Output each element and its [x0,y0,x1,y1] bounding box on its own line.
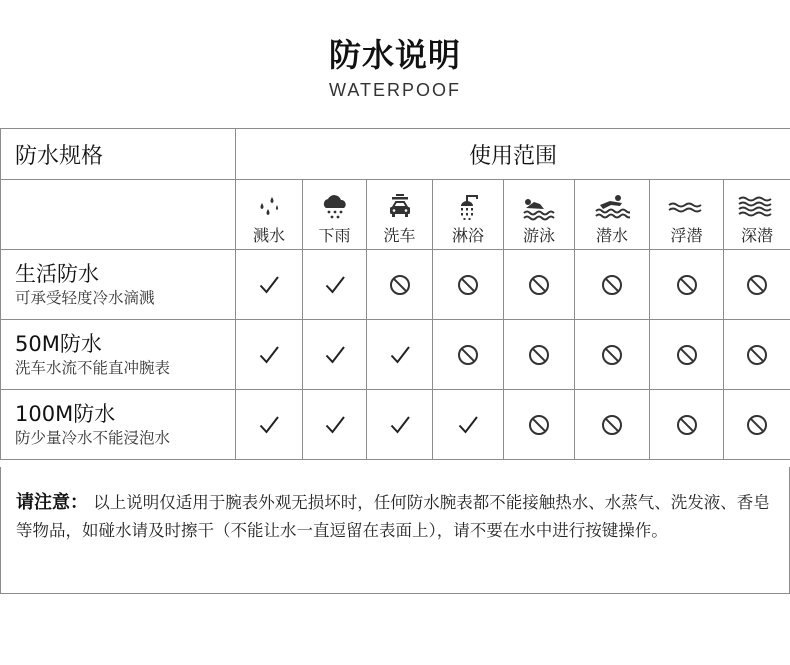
prohibited-icon [676,414,698,436]
row-description: 防少量冷水不能浸泡水 [15,428,171,447]
usage-label: 溅水 [252,226,285,245]
usage-label: 洗车 [383,226,416,245]
row-description: 可承受轻度冷水滴溅 [15,288,155,307]
mark-cell [303,250,367,320]
row-title: 100M防水 [15,401,116,426]
mark-cell [367,320,433,390]
usage-icon-row [1,180,790,250]
usage-label: 下雨 [318,226,351,245]
row-description: 洗车水流不能直冲腕表 [15,358,171,377]
check-icon [258,344,280,366]
table-header-row [1,129,790,180]
mark-cell [575,390,650,460]
prohibited-icon [601,344,623,366]
mark-cell [575,320,650,390]
mark-cell [367,250,433,320]
usage-carwash [367,180,433,250]
check-icon [457,414,479,436]
row-title: 生活防水 [15,261,99,286]
table-row [1,390,790,460]
check-icon [389,344,411,366]
mark-cell [236,250,303,320]
prohibited-icon [601,414,623,436]
usage-splash [236,180,303,250]
mark-cell [724,320,790,390]
usage-snorkel [650,180,724,250]
prohibited-icon [389,274,411,296]
mark-cell [433,250,504,320]
mark-cell [433,320,504,390]
usage-label: 游泳 [522,226,555,245]
prohibited-icon [746,274,768,296]
prohibited-icon [457,274,479,296]
mark-cell [236,320,303,390]
mark-cell [650,320,724,390]
mark-cell [236,390,303,460]
mark-cell [575,250,650,320]
usage-label: 浮潜 [670,226,703,245]
check-icon [258,274,280,296]
row-label [1,250,236,320]
row-title: 50M防水 [15,331,102,356]
prohibited-icon [457,344,479,366]
page-title: 防水说明 [328,36,461,74]
note-paragraph [16,489,777,545]
usage-label: 淋浴 [451,226,484,245]
mark-cell [650,390,724,460]
note-text: 以上说明仅适用于腕表外观无损坏时，任何防水腕表都不能接触热水、水蒸气、洗发液、香皂等物品，如碰水请及时擦干（不能让水一直逗留在表面上），请不要在水中进行按键操作。 [16,493,770,540]
mark-cell [504,390,575,460]
note-box [0,467,790,594]
note-label: 请注意： [16,492,88,513]
shower-icon [453,193,483,221]
mark-cell [724,390,790,460]
check-icon [389,414,411,436]
usage-label: 深潜 [741,226,774,245]
usage-column-header: 使用范围 [236,129,790,180]
prohibited-icon [601,274,623,296]
prohibited-icon [746,414,768,436]
check-icon [324,344,346,366]
deep-dive-waves-icon [737,193,777,221]
rain-cloud-icon [320,193,350,221]
prohibited-icon [528,414,550,436]
mark-cell [650,250,724,320]
usage-rain [303,180,367,250]
mark-cell [504,320,575,390]
mark-cell [303,320,367,390]
prohibited-icon [746,344,768,366]
waterproof-table [0,128,790,460]
table-row [1,250,790,320]
car-wash-icon [385,193,415,221]
water-drops-icon [254,193,284,221]
usage-diving [575,180,650,250]
table-row [1,320,790,390]
mark-cell [504,250,575,320]
usage-shower [433,180,504,250]
mark-cell [433,390,504,460]
page-subtitle: WATERPOOF [329,80,461,100]
snorkel-waves-icon [667,193,707,221]
check-icon [324,274,346,296]
usage-swimming [504,180,575,250]
row-label [1,390,236,460]
usage-deep-dive [724,180,790,250]
mark-cell [303,390,367,460]
prohibited-icon [528,344,550,366]
mark-cell [367,390,433,460]
check-icon [324,414,346,436]
swimming-icon [522,193,556,221]
usage-label: 潜水 [595,226,628,245]
check-icon [258,414,280,436]
row-label [1,320,236,390]
prohibited-icon [676,344,698,366]
mark-cell [724,250,790,320]
prohibited-icon [676,274,698,296]
diving-icon [594,193,630,221]
prohibited-icon [528,274,550,296]
spec-column-header: 防水规格 [1,129,236,180]
empty-cell [1,180,236,250]
